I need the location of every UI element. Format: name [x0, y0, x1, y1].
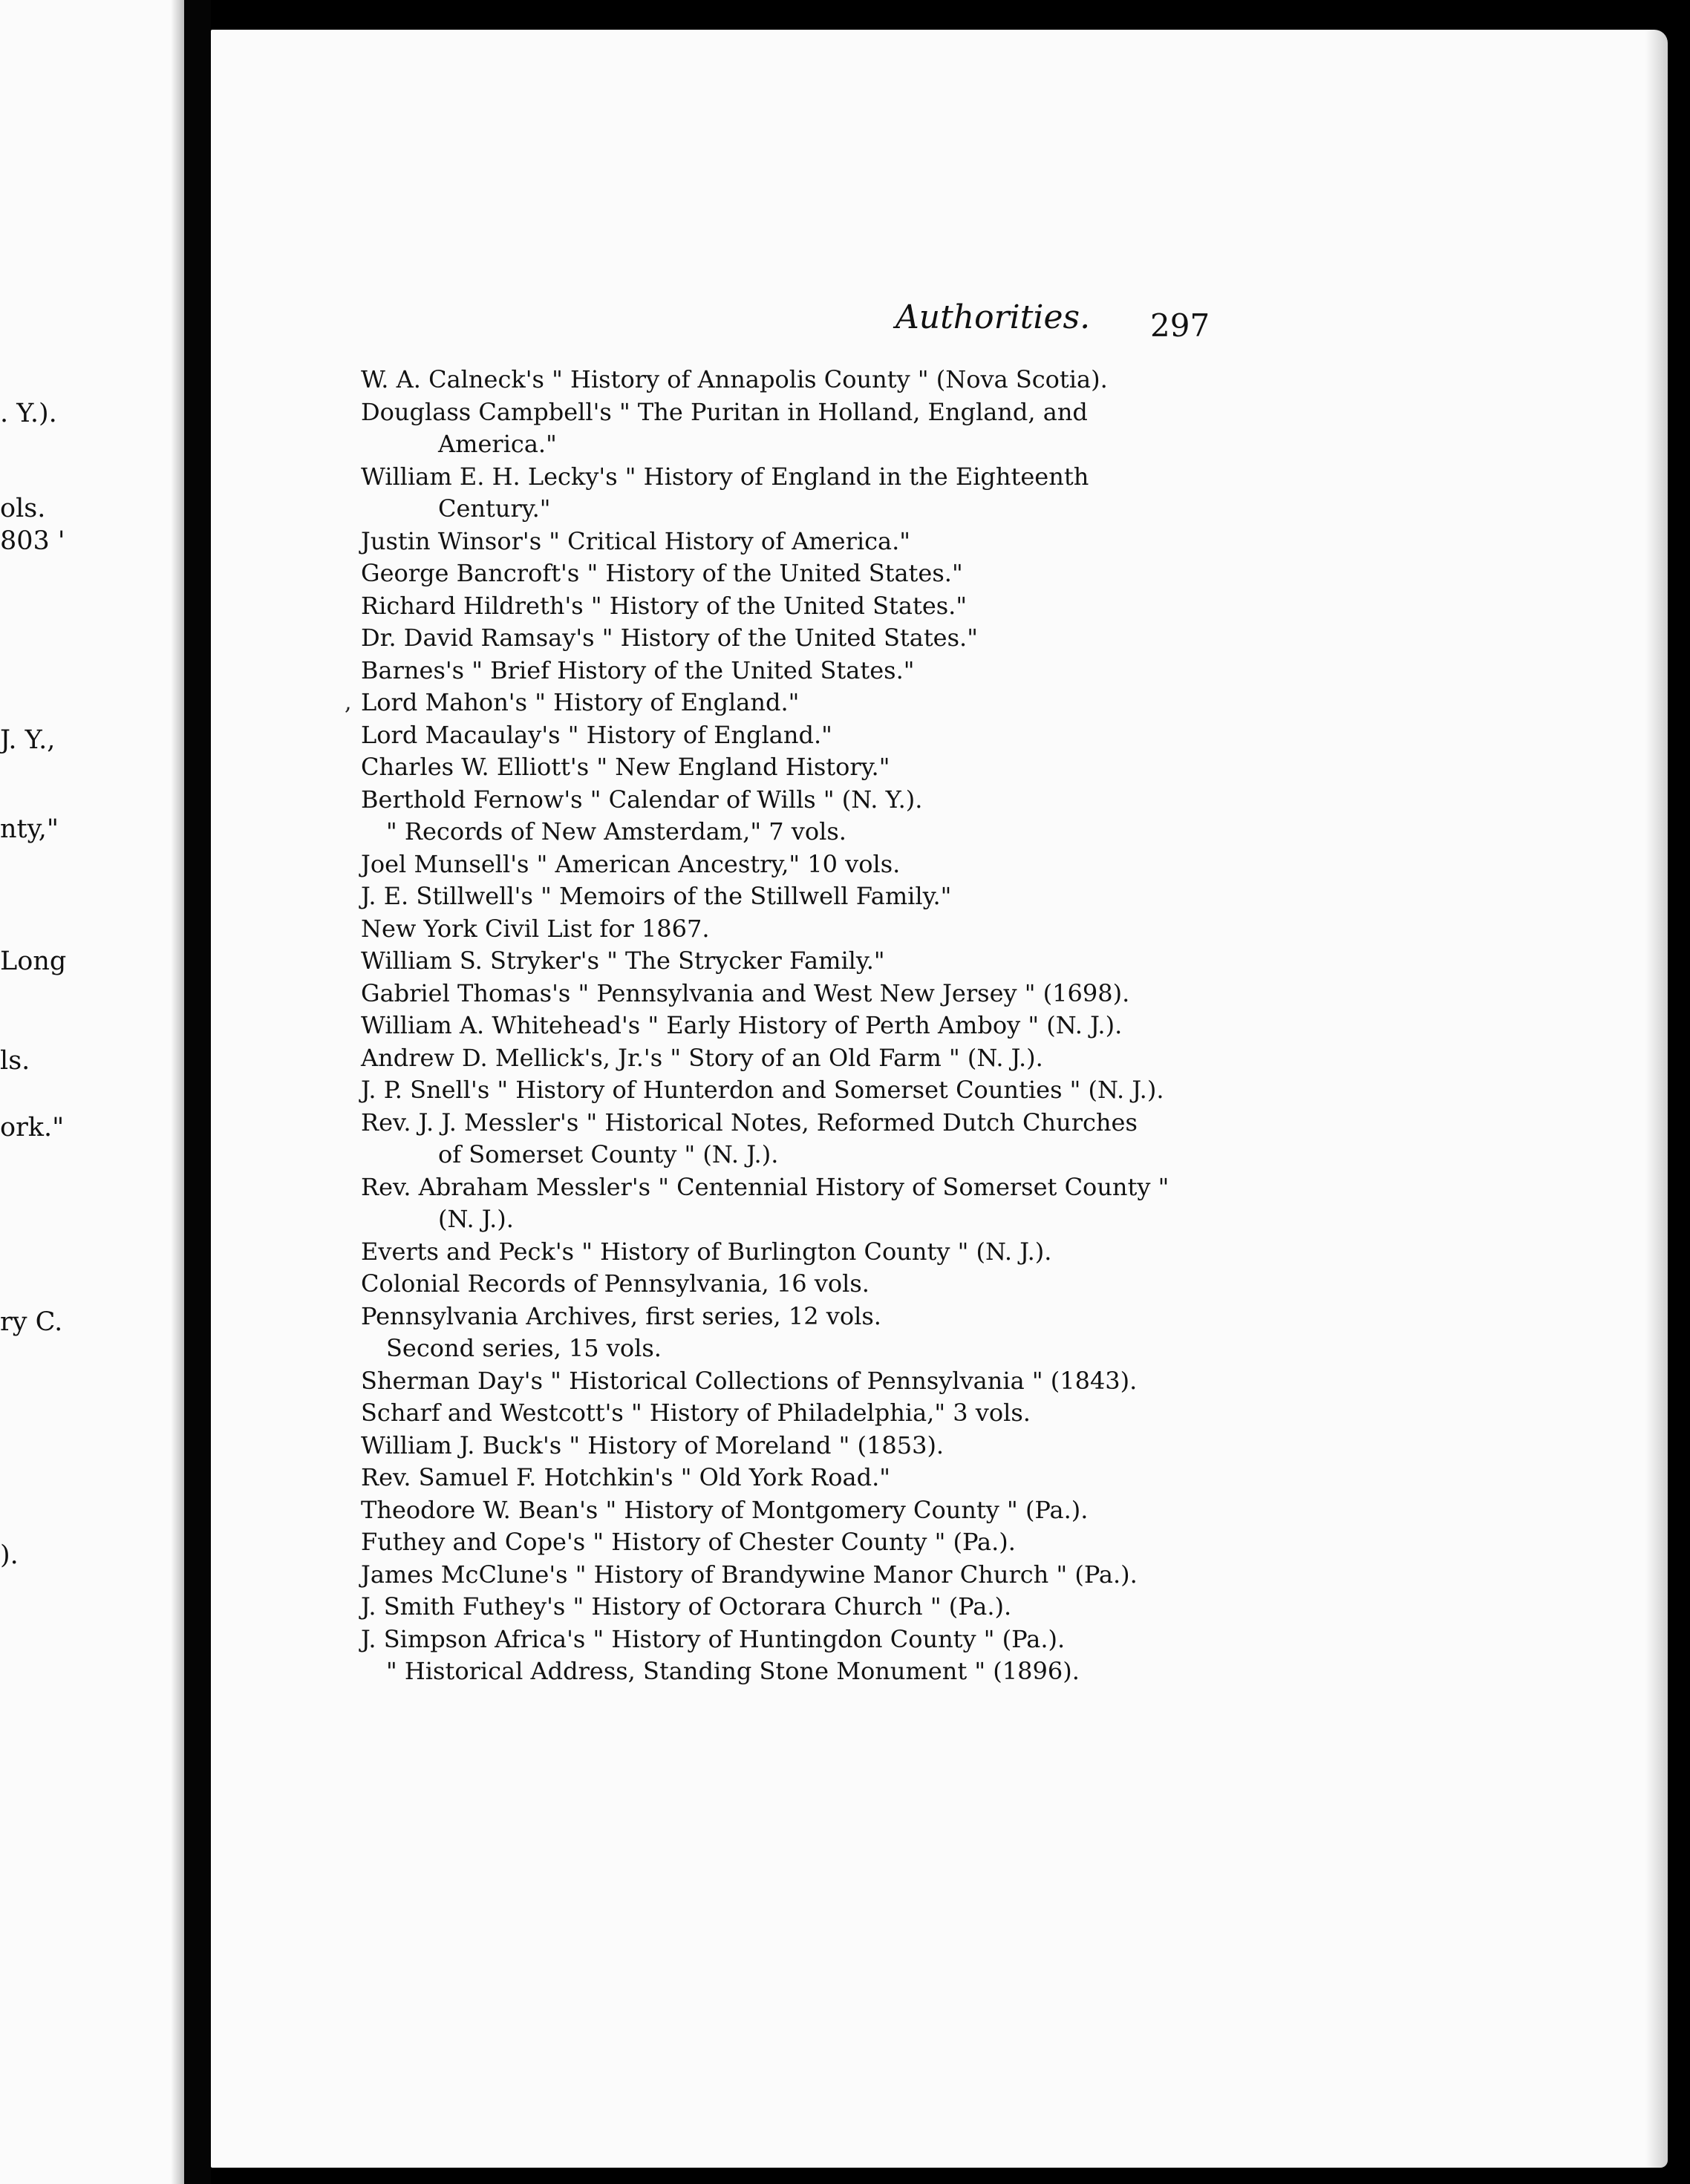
list-item-continuation: of Somerset County " (N. J.).	[438, 1140, 779, 1168]
list-item: George Bancroft's " History of the United States."	[361, 559, 963, 587]
list-item: Dr. David Ramsay's " History of the United States."	[361, 624, 978, 652]
left-text-fragment: ).	[0, 1540, 19, 1570]
page-edge-shadow	[1645, 30, 1668, 2168]
list-item: Scharf and Westcott's " History of Philadelphia," 3 vols.	[361, 1399, 1031, 1427]
stray-ink-mark: ,	[345, 690, 352, 716]
list-item: Everts and Peck's " History of Burlington County " (N. J.).	[361, 1237, 1052, 1266]
list-item: William J. Buck's " History of Moreland " (1853).	[361, 1431, 944, 1459]
list-item: Berthold Fernow's " Calendar of Wills " (N. Y.).	[361, 785, 923, 814]
list-item: Colonial Records of Pennsylvania, 16 vols.	[361, 1269, 870, 1298]
running-header: Authorities.	[895, 298, 1091, 336]
list-item: Rev. Samuel F. Hotchkin's " Old York Road."	[361, 1463, 890, 1491]
list-item: New York Civil List for 1867.	[361, 914, 710, 943]
list-item: Pennsylvania Archives, first series, 12 vols.	[361, 1301, 881, 1330]
page-edge-shadow	[171, 0, 184, 2184]
list-item: Justin Winsor's " Critical History of America."	[361, 526, 911, 555]
list-item: W. A. Calneck's " History of Annapolis County " (Nova Scotia).	[361, 365, 1108, 393]
list-item: J. P. Snell's " History of Hunterdon and Somerset Counties " (N. J.).	[361, 1076, 1164, 1104]
list-item-sub: " Records of New Amsterdam," 7 vols.	[386, 817, 846, 846]
left-text-fragment: Long	[0, 946, 67, 976]
list-item-sub: Second series, 15 vols.	[386, 1334, 662, 1362]
list-item: James McClune's " History of Brandywine Manor Church " (Pa.).	[361, 1560, 1138, 1589]
book-gutter	[184, 0, 211, 2184]
page-number: 297	[1150, 307, 1210, 344]
list-item-continuation: (N. J.).	[438, 1205, 514, 1233]
list-item: J. Smith Futhey's " History of Octorara Church " (Pa.).	[361, 1592, 1012, 1621]
list-item-sub: " Historical Address, Standing Stone Monument " (1896).	[386, 1657, 1080, 1685]
list-item: Rev. J. J. Messler's " Historical Notes, Reformed Dutch Churches	[361, 1108, 1138, 1137]
list-item: Lord Mahon's " History of England."	[361, 688, 800, 716]
left-text-fragment: ork."	[0, 1113, 65, 1142]
list-item-continuation: Century."	[438, 494, 551, 523]
authorities-list	[361, 364, 1415, 1688]
list-item: Joel Munsell's " American Ancestry," 10 vols.	[361, 849, 901, 878]
book-page	[211, 30, 1668, 2168]
list-item: Sherman Day's " Historical Collections of Pennsylvania " (1843).	[361, 1366, 1138, 1395]
list-item: J. E. Stillwell's " Memoirs of the Stillwell Family."	[361, 882, 952, 910]
list-item: William A. Whitehead's " Early History of Perth Amboy " (N. J.).	[361, 1011, 1123, 1039]
list-item: Gabriel Thomas's " Pennsylvania and West New Jersey " (1698).	[361, 978, 1130, 1007]
list-item: Charles W. Elliott's " New England History."	[361, 753, 890, 781]
previous-page-fragment	[0, 0, 184, 2184]
list-item: J. Simpson Africa's " History of Huntingdon County " (Pa.).	[361, 1624, 1066, 1653]
list-item: Andrew D. Mellick's, Jr.'s " Story of an Old Farm " (N. J.).	[361, 1043, 1043, 1072]
list-item: Barnes's " Brief History of the United States."	[361, 655, 915, 684]
list-item-continuation: America."	[438, 430, 557, 458]
left-text-fragment: nty,"	[0, 814, 59, 844]
list-item: Douglass Campbell's " The Puritan in Holland, England, and	[361, 397, 1088, 426]
left-text-fragment: ry C.	[0, 1307, 63, 1337]
list-item: William E. H. Lecky's " History of England in the Eighteenth	[361, 462, 1089, 491]
left-text-fragment: 803 '	[0, 526, 65, 556]
list-item: Lord Macaulay's " History of England."	[361, 720, 832, 749]
list-item: William S. Stryker's " The Strycker Family."	[361, 946, 885, 975]
list-item: Futhey and Cope's " History of Chester County " (Pa.).	[361, 1528, 1016, 1556]
left-text-fragment: J. Y.,	[0, 725, 56, 755]
list-item: Richard Hildreth's " History of the United States."	[361, 591, 968, 620]
left-text-fragment: ls.	[0, 1046, 30, 1076]
list-item: Theodore W. Bean's " History of Montgomery County " (Pa.).	[361, 1495, 1089, 1524]
left-text-fragment: ols.	[0, 494, 46, 523]
list-item: Rev. Abraham Messler's " Centennial History of Somerset County "	[361, 1172, 1169, 1201]
left-text-fragment: . Y.).	[0, 399, 57, 428]
